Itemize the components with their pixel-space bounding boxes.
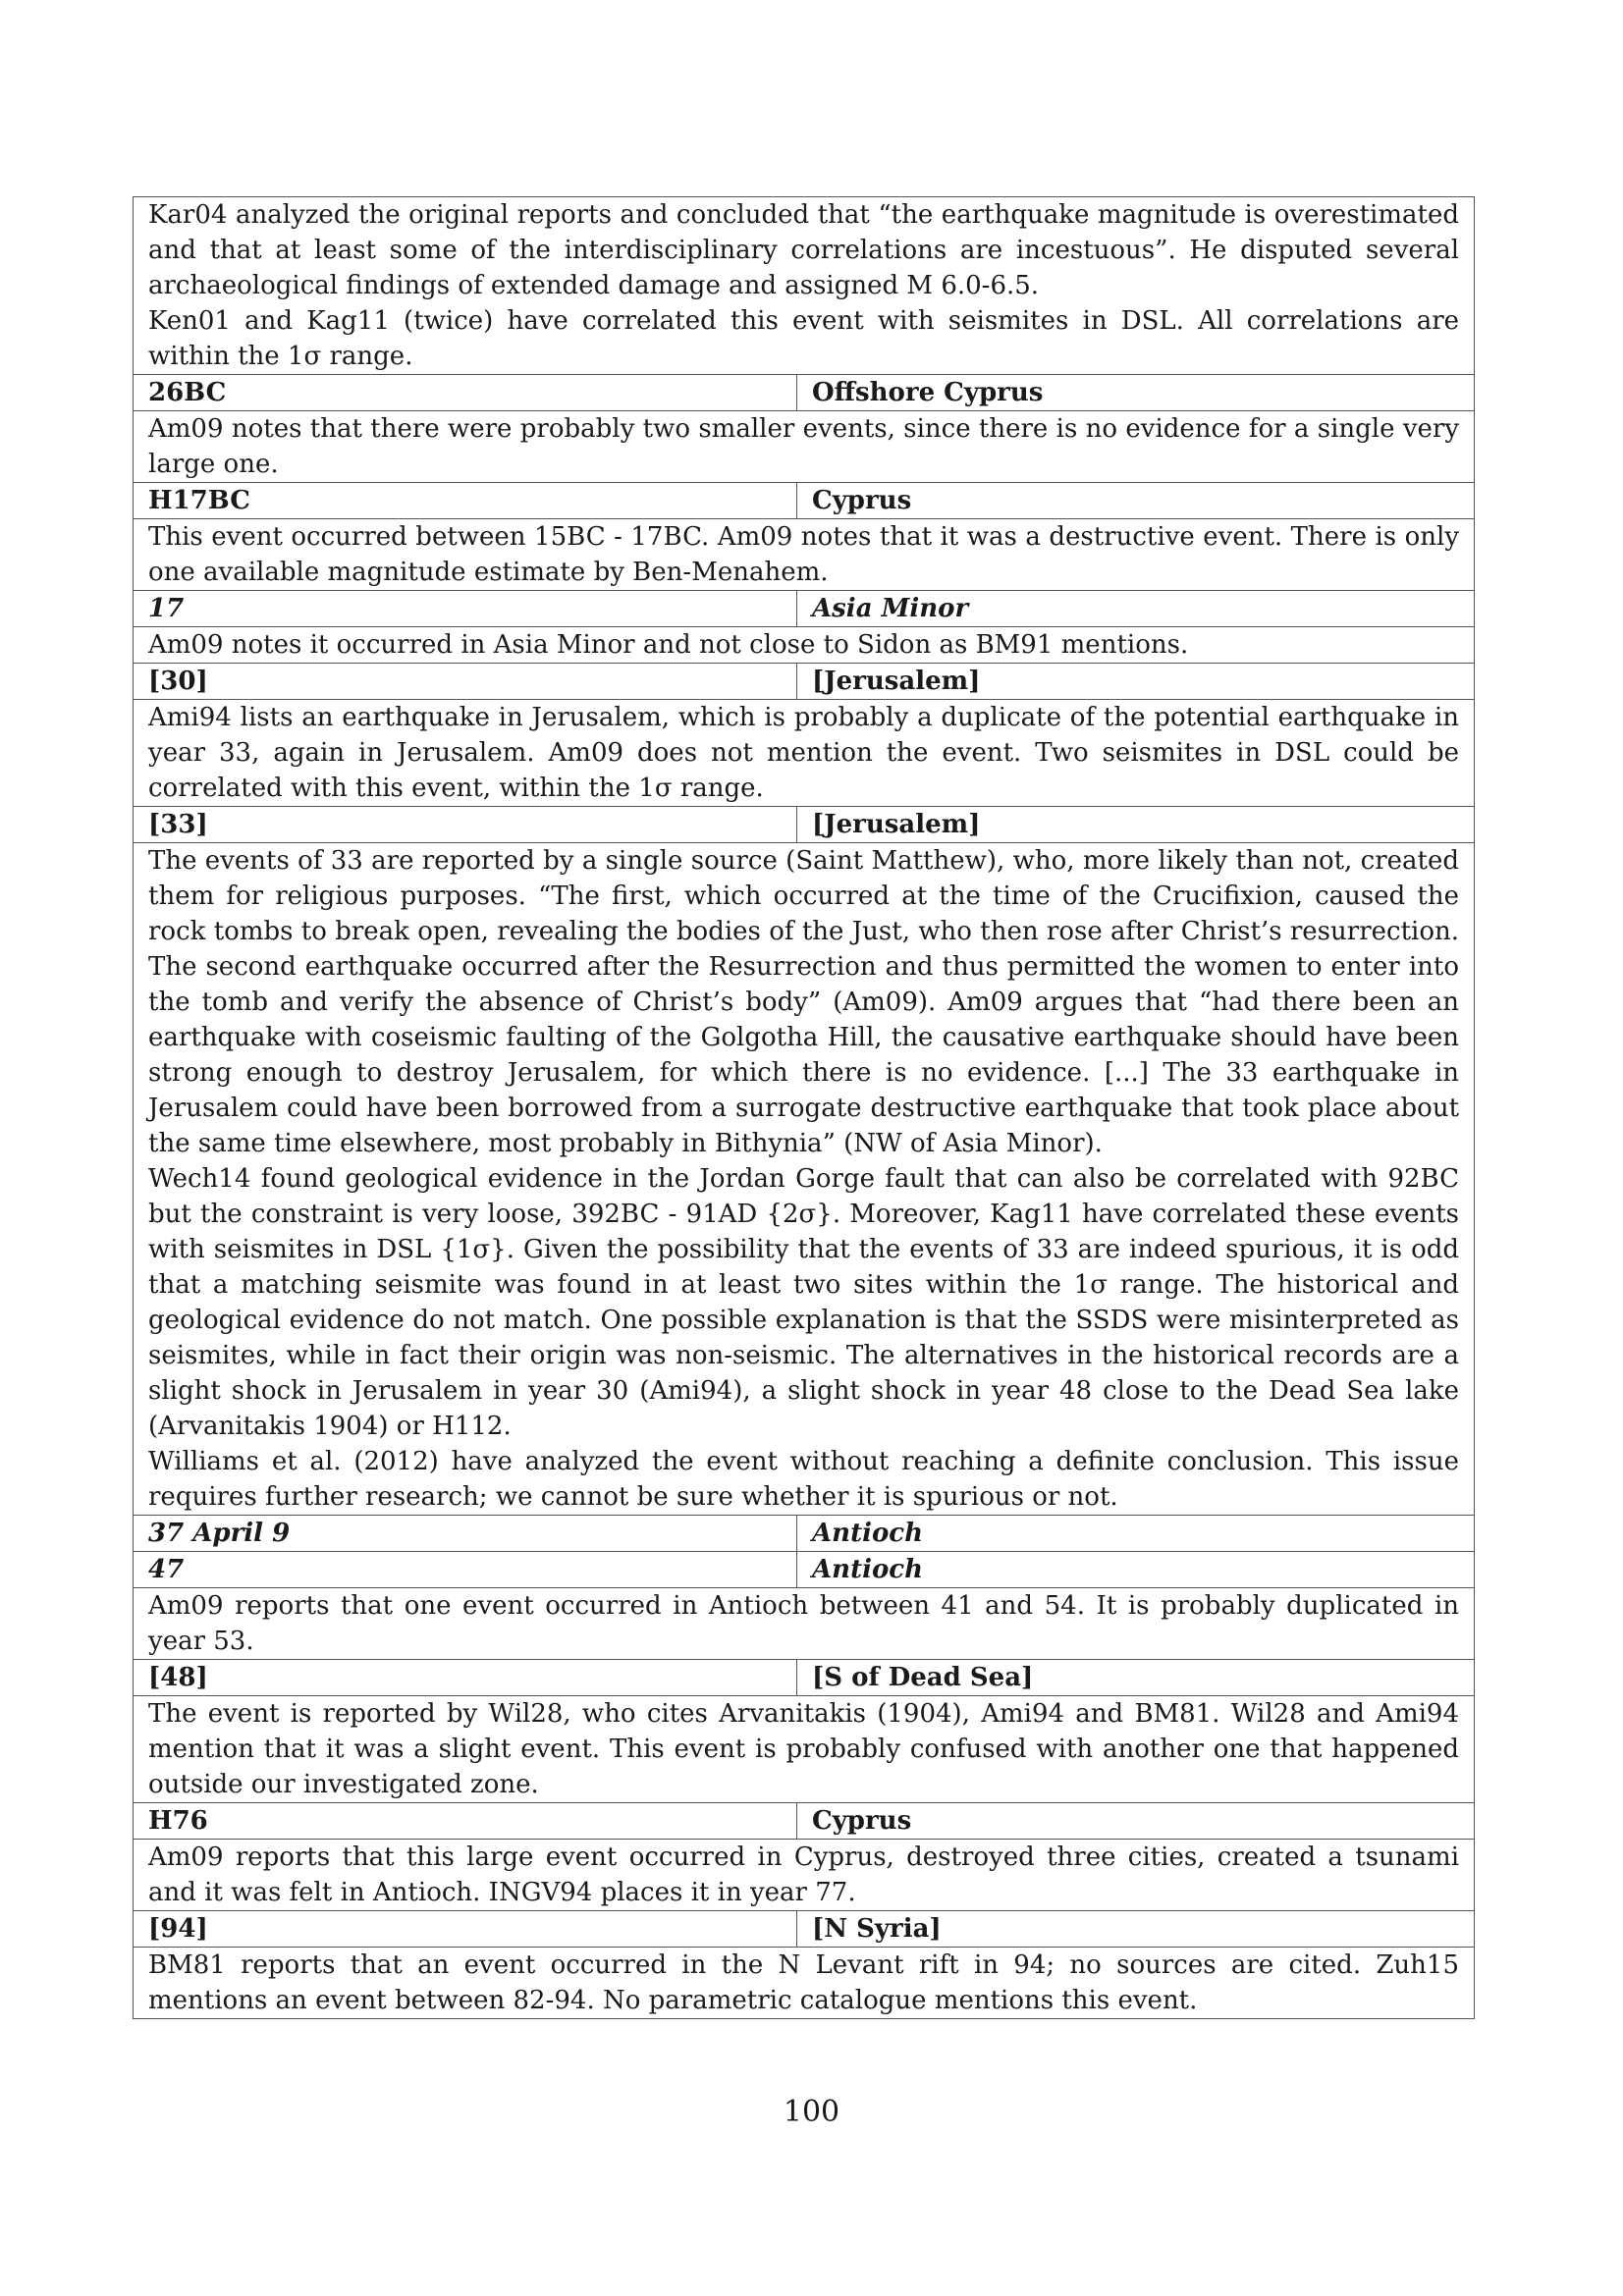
event-date: 26BC — [134, 375, 797, 411]
event-date: 47 — [134, 1552, 797, 1588]
entry-description-row — [134, 1948, 1475, 2019]
entry-description — [134, 1840, 1475, 1911]
entry-description — [134, 197, 1475, 375]
event-date: H17BC — [134, 483, 797, 519]
event-date: [48] — [134, 1660, 797, 1696]
event-header-row — [134, 483, 1475, 519]
page-content — [133, 196, 1474, 2019]
event-date: H76 — [134, 1803, 797, 1840]
description-paragraph: Williams et al. (2012) have analyzed the event without reaching a definite conclusion. This issue requires further research; we cannot be sure whether it is spurious or not. — [148, 1447, 1460, 1512]
event-header-row — [134, 664, 1475, 700]
event-header-row — [134, 1516, 1475, 1552]
event-location: [S of Dead Sea] — [797, 1660, 1475, 1696]
event-location: Asia Minor — [797, 591, 1475, 627]
entry-description — [134, 1948, 1475, 2019]
entry-description-row — [134, 1840, 1475, 1911]
entry-description-row — [134, 197, 1475, 375]
event-date: 17 — [134, 591, 797, 627]
description-paragraph: Ami94 lists an earthquake in Jerusalem, which is probably a duplicate of the potential earthquake in year 33, again in Jerusalem. Am09 does not mention the event. Two seismites in DSL could be correlated with this event, within the 1σ range. — [148, 703, 1460, 803]
entry-description-row — [134, 519, 1475, 591]
event-location: Antioch — [797, 1552, 1475, 1588]
event-date: 37 April 9 — [134, 1516, 797, 1552]
description-paragraph: Am09 notes that there were probably two smaller events, since there is no evidence for a single very large one. — [148, 414, 1460, 479]
description-paragraph: The event is reported by Wil28, who cites Arvanitakis (1904), Ami94 and BM81. Wil28 and Ami94 mention that it was a slight event. This event is probably confused with another one that happened outside our investigated zone. — [148, 1699, 1460, 1799]
description-paragraph: Am09 reports that one event occurred in Antioch between 41 and 54. It is probably duplicated in year 53. — [148, 1591, 1460, 1656]
event-location: Cyprus — [797, 483, 1475, 519]
description-paragraph: The events of 33 are reported by a single source (Saint Matthew), who, more likely than not, created them for religious purposes. “The first, which occurred at the time of the Crucifixion, caused the rock tombs to break open, revealing the bodies of the Just, who then rose after Christ’s resurrection. The second earthquake occurred after the Resurrection and thus permitted the women to enter into the tomb and verify the absence of Christ’s body” (Am09). Am09 argues that “had there been an earthquake with coseismic faulting of the Golgotha Hill, the causative earthquake should have been strong enough to destroy Jerusalem, for which there is no evidence. [...] The 33 earthquake in Jerusalem could have been borrowed from a surrogate destructive earthquake that took place about the same time elsewhere, most probably in Bithynia” (NW of Asia Minor). — [148, 846, 1460, 1158]
description-paragraph: BM81 reports that an event occurred in the N Levant rift in 94; no sources are cited. Zuh15 mentions an event between 82-94. No parametric catalogue mentions this event. — [148, 1950, 1460, 2015]
event-header-row — [134, 1911, 1475, 1948]
event-location: Offshore Cyprus — [797, 375, 1475, 411]
catalogue-body — [134, 197, 1475, 2019]
description-paragraph: This event occurred between 15BC - 17BC. Am09 notes that it was a destructive event. There is only one available magnitude estimate by Ben-Menahem. — [148, 522, 1460, 587]
entry-description — [134, 700, 1475, 807]
entry-description-row — [134, 411, 1475, 483]
entry-description-row — [134, 700, 1475, 807]
entry-description-row — [134, 1588, 1475, 1660]
description-paragraph: Am09 notes it occurred in Asia Minor and not close to Sidon as BM91 mentions. — [148, 630, 1189, 660]
page-number: 100 — [783, 2095, 840, 2129]
event-location: [N Syria] — [797, 1911, 1475, 1948]
earthquake-catalogue-table — [133, 196, 1475, 2019]
description-paragraph: Am09 reports that this large event occurred in Cyprus, destroyed three cities, created a tsunami and it was felt in Antioch. INGV94 places it in year 77. — [148, 1842, 1460, 1907]
event-header-row — [134, 591, 1475, 627]
event-location: Antioch — [797, 1516, 1475, 1552]
event-date: [30] — [134, 664, 797, 700]
description-paragraph: Ken01 and Kag11 (twice) have correlated this event with seismites in DSL. All correlations are within the 1σ range. — [148, 306, 1460, 371]
entry-description — [134, 1696, 1475, 1803]
event-location: [Jerusalem] — [797, 664, 1475, 700]
event-date: [33] — [134, 807, 797, 843]
entry-description — [134, 1588, 1475, 1660]
event-header-row — [134, 807, 1475, 843]
entry-description-row — [134, 627, 1475, 664]
entry-description — [134, 843, 1475, 1516]
description-paragraph: Kar04 analyzed the original reports and concluded that “the earthquake magnitude is overestimated and that at least some of the interdisciplinary correlations are incestuous”. He disputed several archaeological findings of extended damage and assigned M 6.0-6.5. — [148, 200, 1460, 300]
event-header-row — [134, 1803, 1475, 1840]
event-header-row — [134, 375, 1475, 411]
entry-description-row — [134, 1696, 1475, 1803]
event-date: [94] — [134, 1911, 797, 1948]
event-header-row — [134, 1552, 1475, 1588]
event-location: Cyprus — [797, 1803, 1475, 1840]
description-paragraph: Wech14 found geological evidence in the Jordan Gorge fault that can also be correlated with 92BC but the constraint is very loose, 392BC - 91AD {2σ}. Moreover, Kag11 have correlated these events with seismites in DSL {1σ}. Given the possibility that the events of 33 are indeed spurious, it is odd that a matching seismite was found in at least two sites within the 1σ range. The historical and geological evidence do not match. One possible explanation is that the SSDS were misinterpreted as seismites, while in fact their origin was non-seismic. The alternatives in the historical records are a slight shock in Jerusalem in year 30 (Ami94), a slight shock in year 48 close to the Dead Sea lake (Arvanitakis 1904) or H112. — [148, 1164, 1460, 1441]
entry-description — [134, 519, 1475, 591]
entry-description-row — [134, 843, 1475, 1516]
entry-description — [134, 627, 1475, 664]
entry-description — [134, 411, 1475, 483]
event-header-row — [134, 1660, 1475, 1696]
event-location: [Jerusalem] — [797, 807, 1475, 843]
